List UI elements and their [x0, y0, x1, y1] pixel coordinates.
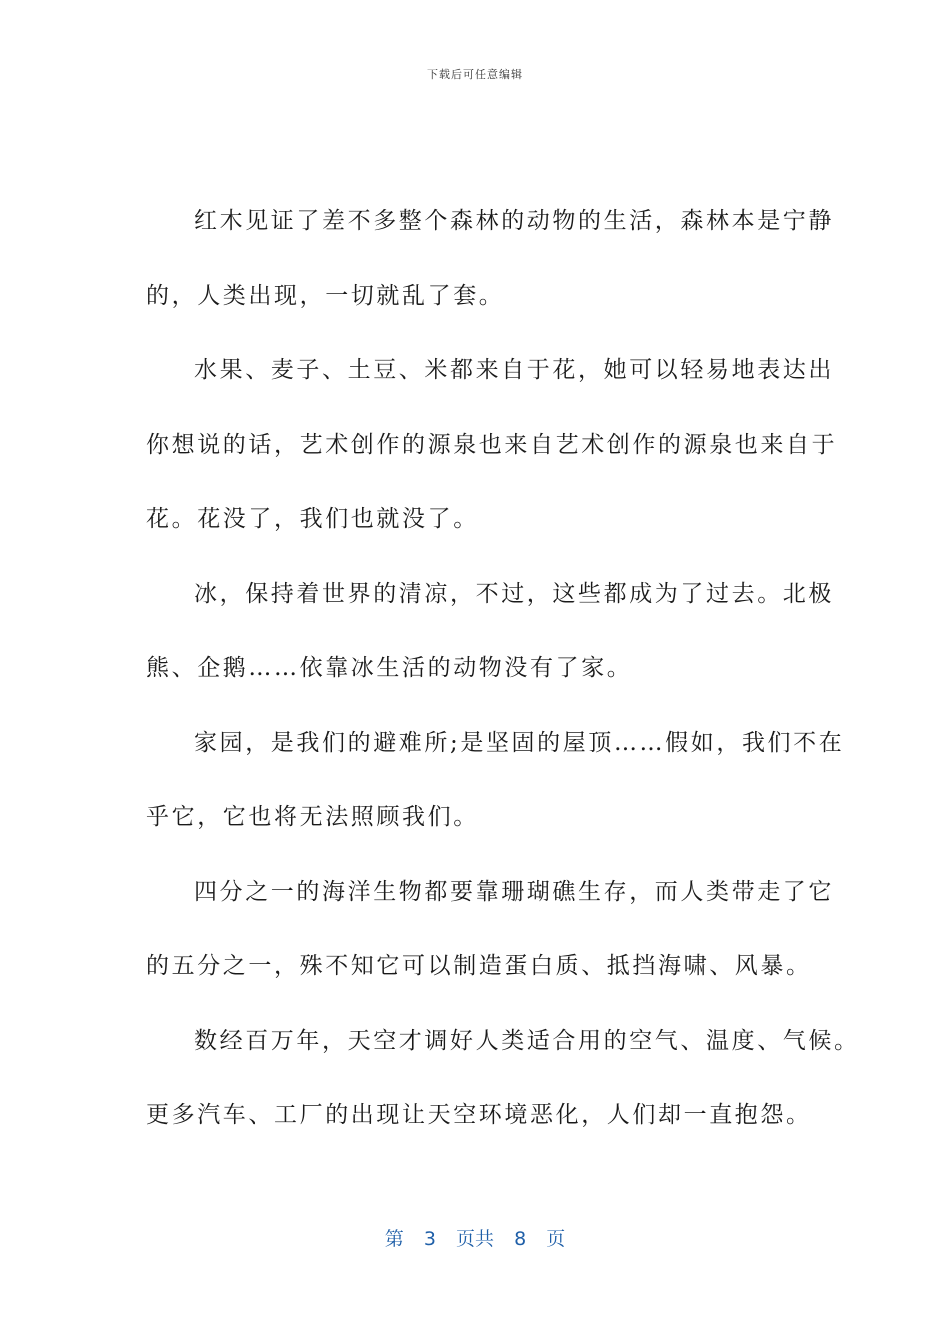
paragraph-line: 家园，是我们的避难所;是坚固的屋顶……假如，我们不在	[194, 729, 845, 756]
paragraph-line: 你想说的话，艺术创作的源泉也来自艺术创作的源泉也来自于	[146, 431, 838, 458]
paragraph-line: 乎它，它也将无法照顾我们。	[146, 804, 479, 830]
paragraph-line: 红木见证了差不多整个森林的动物的生活，森林本是宁静	[194, 208, 834, 234]
paragraph-line: 四分之一的海洋生物都要靠珊瑚礁生存，而人类带走了它	[194, 878, 834, 905]
paragraph-line: 熊、企鹅……依靠冰生活的动物没有了家。	[146, 655, 633, 681]
page-number-footer	[0, 1224, 950, 1251]
page-number-label: 第 3 页共 8 页	[384, 1228, 566, 1250]
paragraph-line: 的五分之一，殊不知它可以制造蛋白质、抵挡海啸、风暴。	[146, 953, 812, 979]
header-note: 下载后可任意编辑	[427, 68, 523, 81]
paragraph-line: 冰，保持着世界的清凉，不过，这些都成为了过去。北极	[194, 580, 834, 607]
paragraph-line: 水果、麦子、土豆、米都来自于花，她可以轻易地表达出	[194, 357, 834, 383]
paragraph-line: 数经百万年，天空才调好人类适合用的空气、温度、气候。	[194, 1027, 860, 1054]
paragraph-line: 花。花没了，我们也就没了。	[146, 506, 479, 532]
document-body	[146, 198, 860, 1167]
paragraph-line: 更多汽车、工厂的出现让天空环境恶化，人们却一直抱怨。	[146, 1102, 812, 1128]
paragraph-line: 的，人类出现，一切就乱了套。	[146, 282, 505, 309]
